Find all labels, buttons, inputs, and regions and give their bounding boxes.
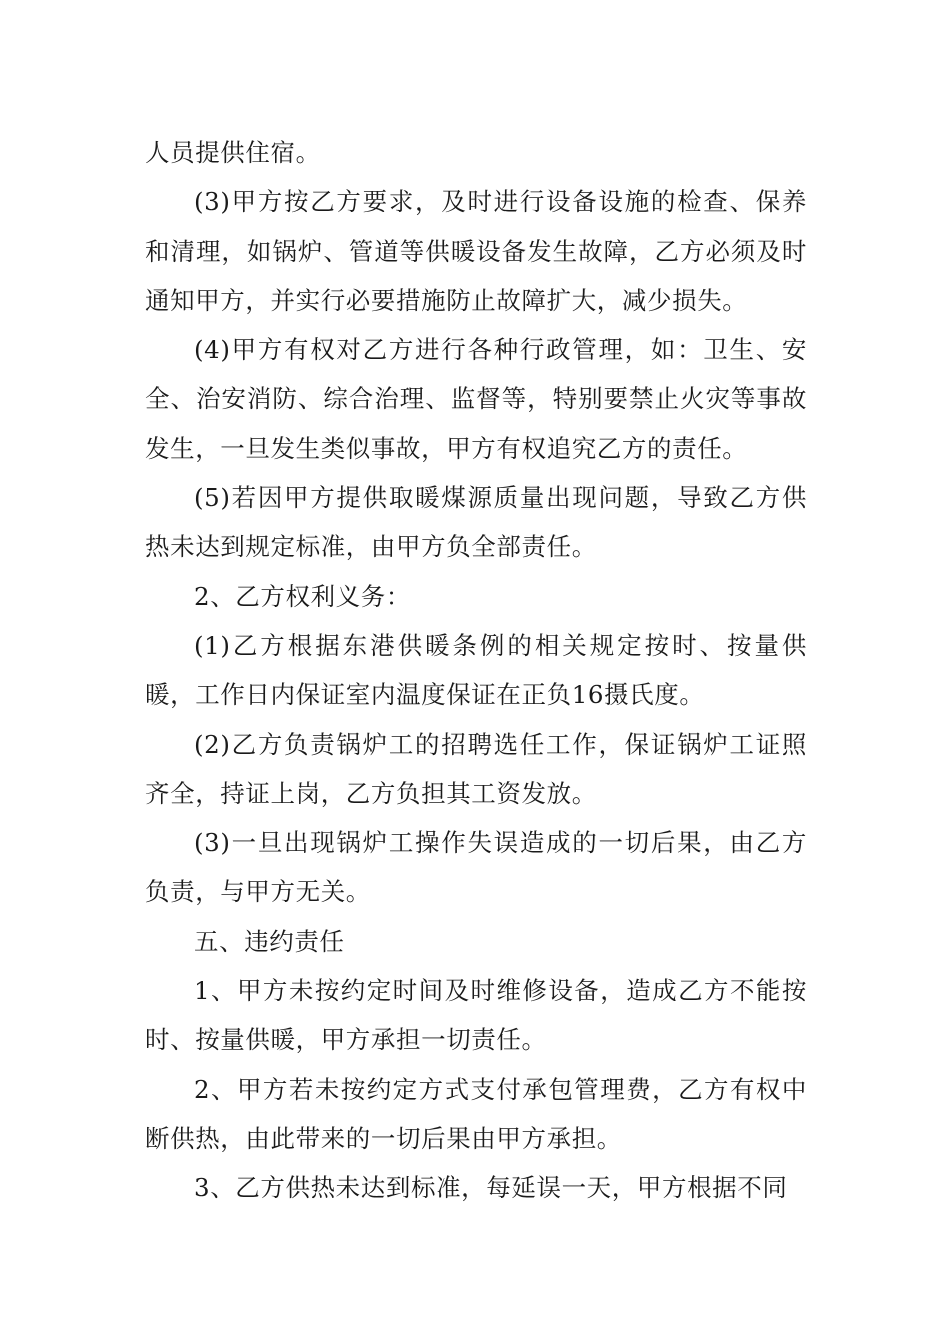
- section-heading-liability: 五、违约责任: [194, 926, 345, 956]
- section-heading-party-b-rights: 2、乙方权利义务：: [194, 581, 411, 611]
- paragraph-liability-2: 2、甲方若未按约定方式支付承包管理费，乙方有权中断供热，由此带来的一切后果由甲方承担。: [145, 1074, 807, 1153]
- paragraph-clause-b3: (3)一旦出现锅炉工操作失误造成的一切后果，由乙方负责，与甲方无关。: [145, 828, 807, 907]
- paragraph-liability-3: 3、乙方供热未达到标准，每延误一天，甲方根据不同: [194, 1173, 788, 1203]
- document-body: [145, 128, 807, 1213]
- paragraph-clause-b1: (1)乙方根据东港供暖条例的相关规定按时、按量供暖，工作日内保证室内温度保证在正负16摄氏度。: [145, 630, 807, 710]
- paragraph-continuation: 人员提供住宿。: [145, 138, 321, 167]
- paragraph-clause-a3: (3)甲方按乙方要求，及时进行设备设施的检查、保养和清理，如锅炉、管道等供暖设备发生故障，乙方必须及时通知甲方，并实行必要措施防止故障扩大，减少损失。: [145, 187, 807, 315]
- paragraph-clause-a5: (5)若因甲方提供取暖煤源质量出现问题，导致乙方供热未达到规定标准，由甲方负全部责任。: [145, 483, 807, 562]
- paragraph-clause-a4: (4)甲方有权对乙方进行各种行政管理，如：卫生、安全、治安消防、综合治理、监督等，特别要禁止火灾等事故发生，一旦发生类似事故，甲方有权追究乙方的责任。: [145, 335, 807, 463]
- paragraph-clause-b2: (2)乙方负责锅炉工的招聘选任工作，保证锅炉工证照齐全，持证上岗，乙方负担其工资发放。: [145, 729, 807, 808]
- paragraph-liability-1: 1、甲方未按约定时间及时维修设备，造成乙方不能按时、按量供暖，甲方承担一切责任。: [145, 976, 807, 1055]
